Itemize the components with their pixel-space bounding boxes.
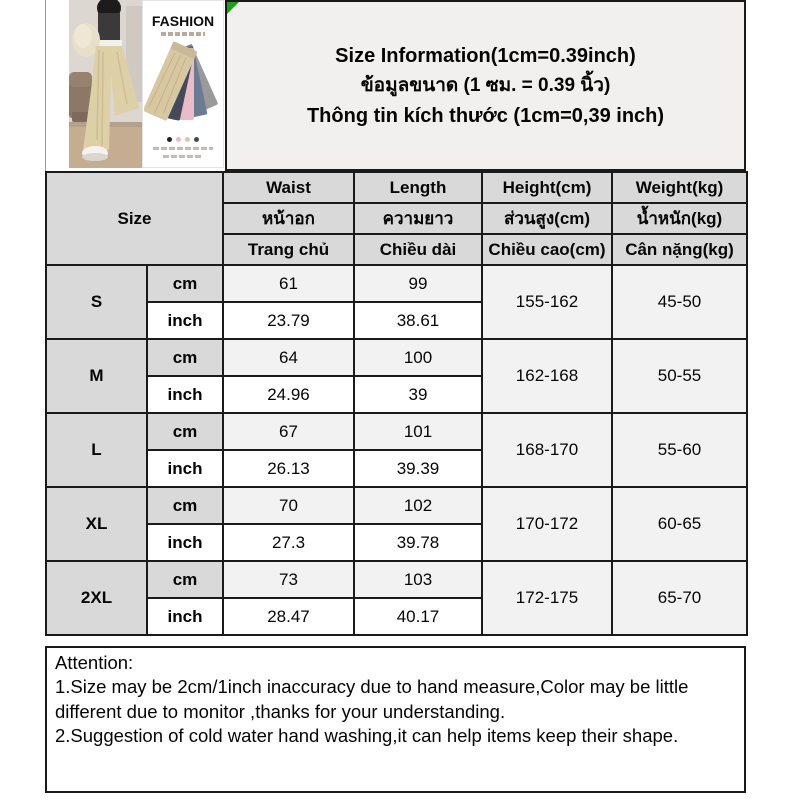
attention-note-1: 1.Size may be 2cm/1inch inaccuracy due to hand measure,Color may be little different due to monitor ,thanks for your understanding.: [55, 676, 689, 722]
s-waist-inch: 23.79: [223, 302, 354, 339]
poster-brand-text: FASHION: [151, 13, 215, 29]
col-length-vi: Chiều dài: [354, 234, 482, 265]
2xl-length-inch: 40.17: [354, 598, 482, 635]
attention-heading: Attention:: [55, 652, 134, 673]
size-label-xl: XL: [46, 487, 147, 561]
m-waist-inch: 24.96: [223, 376, 354, 413]
unit-inch: inch: [147, 302, 223, 339]
unit-inch: inch: [147, 376, 223, 413]
col-waist-en: Waist: [223, 172, 354, 203]
unit-inch: inch: [147, 524, 223, 561]
col-weight-en: Weight(kg): [612, 172, 747, 203]
product-image-block: [45, 0, 225, 171]
pants-fan-illustration: [144, 40, 222, 128]
poster-caption-bar: [153, 147, 213, 150]
2xl-waist-cm: 73: [223, 561, 354, 598]
model-photo-illustration: [69, 0, 142, 168]
l-waist-inch: 26.13: [223, 450, 354, 487]
size-table: [45, 171, 748, 636]
poster-subtitle-bar: [161, 32, 205, 36]
fashion-poster: [142, 0, 224, 168]
header-row-en: [46, 172, 747, 203]
xl-length-inch: 39.78: [354, 524, 482, 561]
xl-weight-range: 60-65: [612, 487, 747, 561]
size-label-2xl: 2XL: [46, 561, 147, 635]
m-weight-range: 50-55: [612, 339, 747, 413]
row-xl-cm: [46, 487, 747, 524]
m-length-cm: 100: [354, 339, 482, 376]
color-dot-dark: [194, 137, 199, 142]
size-label-m: M: [46, 339, 147, 413]
col-waist-vi: Trang chủ: [223, 234, 354, 265]
xl-waist-cm: 70: [223, 487, 354, 524]
title-english: Size Information(1cm=0.39inch): [335, 44, 636, 67]
s-waist-cm: 61: [223, 265, 354, 302]
unit-inch: inch: [147, 598, 223, 635]
xl-length-cm: 102: [354, 487, 482, 524]
xl-waist-inch: 27.3: [223, 524, 354, 561]
col-length-th: ความยาว: [354, 203, 482, 234]
row-l-cm: [46, 413, 747, 450]
l-weight-range: 55-60: [612, 413, 747, 487]
s-weight-range: 45-50: [612, 265, 747, 339]
size-header-cell: Size: [46, 172, 223, 265]
s-length-inch: 38.61: [354, 302, 482, 339]
xl-height-range: 170-172: [482, 487, 612, 561]
unit-cm: cm: [147, 487, 223, 524]
unit-cm: cm: [147, 339, 223, 376]
2xl-waist-inch: 28.47: [223, 598, 354, 635]
unit-cm: cm: [147, 413, 223, 450]
product-photo: [69, 0, 142, 168]
row-2xl-cm: [46, 561, 747, 598]
title-thai: ข้อมูลขนาด (1 ซม. = 0.39 นิ้ว): [360, 74, 611, 96]
col-height-vi: Chiều cao(cm): [482, 234, 612, 265]
unit-inch: inch: [147, 450, 223, 487]
col-length-en: Length: [354, 172, 482, 203]
unit-cm: cm: [147, 265, 223, 302]
l-length-inch: 39.39: [354, 450, 482, 487]
attention-note-2: 2.Suggestion of cold water hand washing,it can help items keep their shape.: [55, 725, 679, 747]
col-waist-th: หน้าอก: [223, 203, 354, 234]
top-section: [45, 0, 746, 171]
color-dot-beige: [185, 137, 190, 142]
title-vietnamese: Thông tin kích thước (1cm=0,39 inch): [306, 104, 665, 127]
2xl-length-cm: 103: [354, 561, 482, 598]
row-s-cm: [46, 265, 747, 302]
s-height-range: 155-162: [482, 265, 612, 339]
m-height-range: 162-168: [482, 339, 612, 413]
col-weight-vi: Cân nặng(kg): [612, 234, 747, 265]
2xl-weight-range: 65-70: [612, 561, 747, 635]
2xl-height-range: 172-175: [482, 561, 612, 635]
l-length-cm: 101: [354, 413, 482, 450]
size-label-s: S: [46, 265, 147, 339]
poster-color-dots: [143, 137, 223, 142]
col-height-en: Height(cm): [482, 172, 612, 203]
poster-caption-bar-2: [163, 155, 203, 158]
corner-marker-icon: [227, 2, 239, 14]
color-dot-pink: [176, 137, 181, 142]
s-length-cm: 99: [354, 265, 482, 302]
size-info-title-box: [225, 0, 746, 171]
color-dot-black: [167, 137, 172, 142]
unit-cm: cm: [147, 561, 223, 598]
row-m-cm: [46, 339, 747, 376]
col-weight-th: น้ำหนัก(kg): [612, 203, 747, 234]
m-waist-cm: 64: [223, 339, 354, 376]
attention-box: [45, 646, 746, 793]
m-length-inch: 39: [354, 376, 482, 413]
l-waist-cm: 67: [223, 413, 354, 450]
l-height-range: 168-170: [482, 413, 612, 487]
size-label-l: L: [46, 413, 147, 487]
col-height-th: ส่วนสูง(cm): [482, 203, 612, 234]
